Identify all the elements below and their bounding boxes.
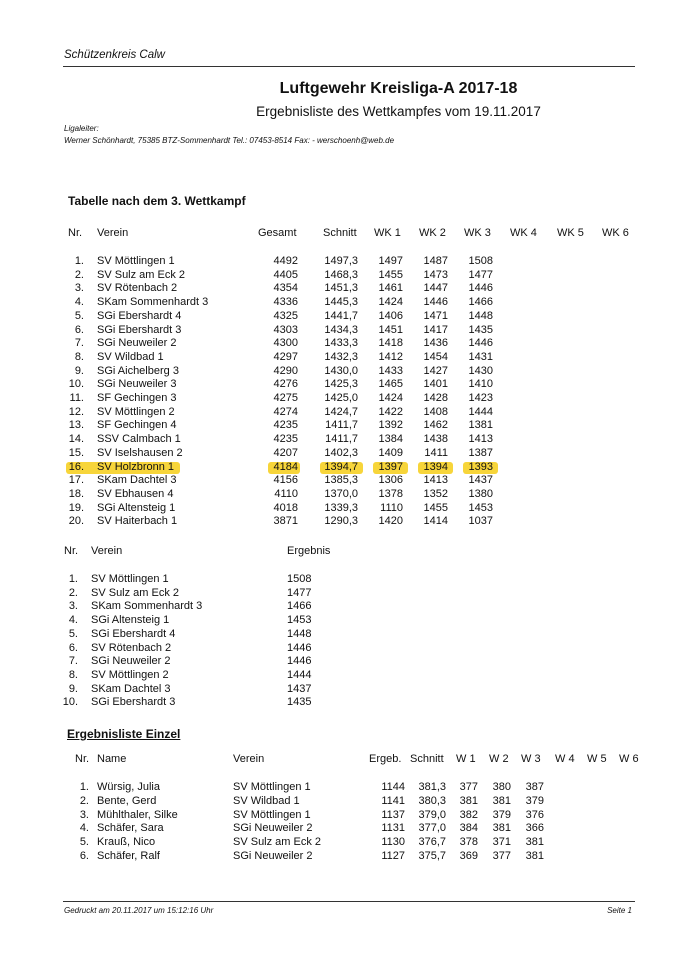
- table1-cell: 1448: [468, 309, 493, 322]
- table1-cell: 1424,7: [324, 405, 358, 418]
- table2-cell: SGi Altensteig 1: [91, 614, 170, 627]
- table1-cell: 4297: [273, 350, 298, 363]
- table2-cell: 1477: [287, 586, 312, 599]
- table1-cell: SV Iselshausen 2: [97, 446, 183, 459]
- table1-cell: 1471: [423, 309, 448, 322]
- table1-cell: 1409: [378, 446, 403, 459]
- table1-col-header: Gesamt: [258, 227, 297, 239]
- table1-cell: 1417: [423, 323, 448, 336]
- print-timestamp: Gedruckt am 20.11.2017 um 15:12:16 Uhr: [64, 906, 214, 915]
- table1-cell: 1401: [423, 378, 448, 391]
- table1-cell: 4405: [273, 268, 298, 281]
- table1-cell: 1425,3: [324, 378, 358, 391]
- table3-cell: 377: [459, 781, 478, 793]
- table2-cell: SV Sulz am Eck 2: [91, 586, 180, 599]
- table1-cell: 1411,7: [325, 433, 358, 446]
- table1-cell: 1461: [378, 282, 403, 295]
- table1-cell: 1451: [378, 323, 403, 336]
- table3-cell: 378: [459, 836, 478, 849]
- table2-cell: 10.: [62, 696, 78, 709]
- table1-cell: 1411,7: [325, 419, 358, 432]
- table2-cell: 1466: [287, 600, 312, 613]
- table1-title: Tabelle nach dem 3. Wettkampf: [68, 194, 246, 208]
- table1-col-header: Verein: [97, 227, 129, 239]
- table3-cell: SV Möttlingen 1: [233, 808, 311, 821]
- table2-cell: 1446: [287, 655, 312, 668]
- table1-col-header: WK 2: [419, 227, 446, 239]
- table3-header-row: [0, 753, 682, 767]
- table2-row: [0, 696, 682, 710]
- table1-cell: 4354: [273, 282, 298, 295]
- table1-cell: 16.: [68, 460, 84, 473]
- table1-cell: 1394,7: [324, 460, 358, 473]
- table1-cell: 4325: [273, 309, 298, 322]
- table1-cell: 10.: [68, 378, 84, 391]
- table1-cell: 1437: [468, 474, 493, 487]
- table1-cell: SV Wildbad 1: [97, 350, 164, 363]
- table1-cell: 1454: [423, 350, 448, 363]
- table1-cell: 1402,3: [324, 446, 358, 459]
- table1-cell: 1412: [378, 350, 403, 363]
- table1-col-header: WK 4: [510, 227, 537, 239]
- table3-cell: Krauß, Nico: [97, 836, 156, 849]
- table3-col-header: W 5: [587, 753, 607, 765]
- table1-cell: 1508: [468, 255, 493, 267]
- table1-cell: 1378: [378, 487, 403, 500]
- table3-col-header: Schnitt: [410, 753, 444, 765]
- table1-cell: 1447: [423, 282, 448, 295]
- table1-cell: 1394: [423, 460, 448, 473]
- table1-col-header: WK 1: [374, 227, 401, 239]
- table1-cell: 1441,7: [324, 309, 358, 322]
- table1-cell: 17.: [68, 474, 84, 487]
- table1-cell: 1453: [468, 501, 493, 514]
- table1-row: [0, 419, 682, 433]
- table1-cell: 4235: [273, 419, 298, 432]
- table3-cell: 377,0: [418, 822, 446, 835]
- table2-row: [0, 669, 682, 683]
- table3-cell: SV Möttlingen 1: [233, 781, 311, 793]
- table2-cell: 1435: [287, 696, 312, 709]
- table3-cell: Schäfer, Ralf: [97, 850, 160, 862]
- table2-row: [0, 587, 682, 601]
- table1-cell: SKam Dachtel 3: [97, 474, 177, 487]
- table1-row: [0, 282, 682, 296]
- table1-cell: SV Holzbronn 1: [97, 460, 175, 473]
- table1-cell: SGi Neuweiler 2: [97, 337, 177, 350]
- table1-cell: SGi Neuweiler 3: [97, 378, 177, 391]
- table3-cell: 375,7: [418, 850, 446, 862]
- table2-cell: SV Möttlingen 1: [91, 573, 169, 585]
- table3-cell: 382: [459, 808, 478, 821]
- table1-cell: 7.: [74, 337, 84, 350]
- table1-row: [0, 378, 682, 392]
- table1-row: [0, 351, 682, 365]
- table1-col-header: WK 6: [602, 227, 629, 239]
- table2-row: [0, 655, 682, 669]
- table1-row: [0, 310, 682, 324]
- table1-row: [0, 337, 682, 351]
- table3-col-header: W 6: [619, 753, 639, 765]
- table1-cell: 1425,0: [324, 392, 358, 404]
- table1-cell: 1385,3: [324, 474, 358, 487]
- table1-cell: 4276: [273, 378, 298, 391]
- table1-cell: 1393: [468, 460, 493, 473]
- table2-cell: 7.: [68, 655, 78, 668]
- table1-cell: 1465: [378, 378, 403, 391]
- table1-cell: 3871: [273, 515, 298, 528]
- table2-cell: 1444: [287, 668, 312, 681]
- table1-cell: 1370,0: [324, 487, 358, 500]
- table1-cell: 1438: [423, 433, 448, 446]
- table3-cell: 1141: [381, 794, 405, 807]
- table1-row: [0, 447, 682, 461]
- table3-cell: 1.: [79, 781, 89, 793]
- table1-cell: SGi Ebershardt 4: [97, 309, 182, 322]
- table1-row: [0, 365, 682, 379]
- table1-cell: 4303: [273, 323, 298, 336]
- table1-cell: 1433: [378, 364, 403, 377]
- table3-cell: 1130: [381, 836, 405, 849]
- table2-cell: 8.: [68, 668, 78, 681]
- table1-cell: 1427: [423, 364, 448, 377]
- table2-row: [0, 628, 682, 642]
- table2-col-header: Nr.: [64, 545, 79, 557]
- table1-cell: 14.: [68, 433, 84, 446]
- table1-cell: 1432,3: [324, 350, 358, 363]
- table1-cell: 6.: [74, 323, 84, 336]
- table3-cell: Mühlthaler, Silke: [97, 808, 178, 821]
- table3-cell: 377: [492, 850, 511, 862]
- table2-cell: SKam Sommenhardt 3: [91, 600, 203, 613]
- table1-cell: SV Sulz am Eck 2: [97, 268, 186, 281]
- table1-col-header: WK 5: [557, 227, 584, 239]
- table2-header-row: [0, 545, 682, 559]
- table3-cell: 384: [459, 822, 478, 835]
- table1-cell: 1037: [468, 515, 493, 528]
- table1-cell: 1473: [423, 268, 448, 281]
- table1-cell: 1446: [468, 282, 493, 295]
- table1-row: [0, 296, 682, 310]
- table3-cell: 376: [525, 808, 544, 821]
- table3-cell: 387: [525, 781, 544, 793]
- table2-cell: 1508: [287, 573, 312, 585]
- table1-cell: 1431: [468, 350, 493, 363]
- table1-cell: 1468,3: [324, 268, 358, 281]
- table3-col-header: W 1: [456, 753, 476, 765]
- table3-col-header: W 4: [555, 753, 575, 765]
- table1-cell: 4235: [273, 433, 298, 446]
- table1-cell: 1387: [468, 446, 493, 459]
- table1-row: [0, 474, 682, 488]
- table1-cell: SGi Ebershardt 3: [97, 323, 182, 336]
- table1-cell: 1392: [378, 419, 403, 432]
- table1-cell: 1497: [378, 255, 403, 267]
- table1-row: [0, 515, 682, 529]
- table1-cell: 1410: [468, 378, 493, 391]
- table1-cell: SF Gechingen 3: [97, 392, 177, 404]
- table2-cell: 1.: [68, 573, 78, 585]
- table1-cell: 1424: [378, 296, 403, 309]
- table2-cell: SV Rötenbach 2: [91, 641, 172, 654]
- table1-header-row: [0, 227, 682, 241]
- table1-cell: 1446: [423, 296, 448, 309]
- table1-cell: 1408: [423, 405, 448, 418]
- table1-cell: 2.: [74, 268, 84, 281]
- table1-cell: 4274: [273, 405, 298, 418]
- table1-cell: 1477: [468, 268, 493, 281]
- table3-cell: SV Wildbad 1: [233, 794, 300, 807]
- table1-cell: 4207: [273, 446, 298, 459]
- table1-cell: 1497,3: [324, 255, 358, 267]
- table3-col-header: Verein: [233, 753, 265, 765]
- table2-cell: 1448: [287, 627, 312, 640]
- table1-row: [0, 433, 682, 447]
- table1-cell: 4156: [273, 474, 298, 487]
- table1-cell: 5.: [74, 309, 84, 322]
- table3-cell: 379,0: [418, 808, 446, 821]
- table1-cell: 1397: [378, 460, 403, 473]
- table3-col-header: Ergeb.: [369, 753, 402, 765]
- table1-cell: 1445,3: [324, 296, 358, 309]
- table3-cell: SV Sulz am Eck 2: [233, 836, 322, 849]
- table1-cell: 1290,3: [324, 515, 358, 528]
- table1-cell: 1433,3: [324, 337, 358, 350]
- table3-cell: 371: [492, 836, 511, 849]
- table1-cell: 1411: [424, 446, 448, 459]
- table1-cell: 4018: [273, 501, 298, 514]
- table3-cell: Bente, Gerd: [97, 794, 157, 807]
- table3-cell: 6.: [79, 850, 89, 862]
- table3-row: [0, 822, 682, 836]
- table1-row: [0, 461, 682, 475]
- table2-row: [0, 573, 682, 587]
- table1-cell: 1406: [378, 309, 403, 322]
- table1-cell: 1380: [468, 487, 493, 500]
- page-subtitle: Ergebnisliste des Wettkampfes vom 19.11.2017: [256, 104, 541, 119]
- table3-cell: 1144: [381, 781, 405, 793]
- table1-cell: 1418: [378, 337, 403, 350]
- table1-cell: 4184: [273, 460, 298, 473]
- table3-title: Ergebnisliste Einzel: [67, 727, 181, 741]
- table1-cell: 1430,0: [324, 364, 358, 377]
- table1-cell: 1430: [468, 364, 493, 377]
- table2-cell: 1453: [287, 614, 312, 627]
- table1-cell: 19.: [68, 501, 84, 514]
- table2-cell: 1437: [287, 682, 312, 695]
- table3-cell: 4.: [79, 822, 89, 835]
- table2-cell: 1446: [287, 641, 312, 654]
- table1-cell: 4275: [273, 392, 298, 404]
- table3-col-header: Nr.: [75, 753, 90, 765]
- table3-cell: 1137: [381, 808, 405, 821]
- header-divider: [63, 66, 635, 67]
- table1-cell: 18.: [68, 487, 84, 500]
- table3-cell: 376,7: [418, 836, 446, 849]
- table1-row: [0, 269, 682, 283]
- table1-row: [0, 488, 682, 502]
- table1-cell: 1428: [423, 392, 448, 404]
- table3-cell: 381: [492, 822, 511, 835]
- table1-cell: 1455: [423, 501, 448, 514]
- table1-cell: 1110: [380, 501, 403, 514]
- table1-col-header: Schnitt: [323, 227, 357, 239]
- table3-cell: 381: [459, 794, 478, 807]
- table2-row: [0, 614, 682, 628]
- table1-cell: 9.: [74, 364, 84, 377]
- table1-cell: 1446: [468, 337, 493, 350]
- table1-cell: 12.: [68, 405, 84, 418]
- table3-col-header: Name: [97, 753, 127, 765]
- page-title: Luftgewehr Kreisliga-A 2017-18: [279, 80, 518, 97]
- table1-cell: 4.: [74, 296, 84, 309]
- table1-cell: SF Gechingen 4: [97, 419, 177, 432]
- table2-cell: SKam Dachtel 3: [91, 682, 171, 695]
- table1-cell: 1422: [378, 405, 403, 418]
- table1-col-header: WK 3: [464, 227, 491, 239]
- table1-cell: 1306: [378, 474, 403, 487]
- table2-cell: 4.: [68, 614, 78, 627]
- table2-cell: SGi Ebershardt 3: [91, 696, 176, 709]
- table2-cell: 6.: [68, 641, 78, 654]
- table3-cell: 3.: [79, 808, 89, 821]
- table2-cell: SV Möttlingen 2: [91, 668, 169, 681]
- table1-cell: 1413: [468, 433, 493, 446]
- table1-cell: 1414: [423, 515, 448, 528]
- table3-cell: 366: [525, 822, 544, 835]
- table3-cell: 5.: [79, 836, 89, 849]
- table1-cell: SV Möttlingen 1: [97, 255, 175, 267]
- table2-cell: SGi Neuweiler 2: [91, 655, 171, 668]
- table3-cell: 381: [492, 794, 511, 807]
- table1-cell: 1413: [423, 474, 448, 487]
- table1-cell: 1487: [423, 255, 448, 267]
- table2-cell: SGi Ebershardt 4: [91, 627, 176, 640]
- table1-cell: 1381: [468, 419, 493, 432]
- table3-cell: Schäfer, Sara: [97, 822, 164, 835]
- table3-row: [0, 850, 682, 864]
- table1-cell: SGi Altensteig 1: [97, 501, 176, 514]
- table1-cell: 1466: [468, 296, 493, 309]
- table1-col-header: Nr.: [68, 227, 83, 239]
- table3-cell: 379: [492, 808, 511, 821]
- table1-cell: SKam Sommenhardt 3: [97, 296, 209, 309]
- table2-row: [0, 642, 682, 656]
- table1-cell: 13.: [68, 419, 84, 432]
- table1-cell: 1451,3: [324, 282, 358, 295]
- table1-cell: SSV Calmbach 1: [97, 433, 181, 446]
- table1-cell: 1434,3: [324, 323, 358, 336]
- table1-cell: 1462: [423, 419, 448, 432]
- table1-cell: 1.: [74, 255, 84, 267]
- table3-cell: 1127: [381, 850, 405, 862]
- table1-cell: 1444: [468, 405, 493, 418]
- table1-cell: SV Ebhausen 4: [97, 487, 174, 500]
- table2-cell: 5.: [68, 627, 78, 640]
- table3-cell: 1131: [381, 822, 405, 835]
- table1-cell: 1384: [378, 433, 403, 446]
- table1-row: [0, 406, 682, 420]
- table2-cell: 3.: [68, 600, 78, 613]
- table1-row: [0, 255, 682, 269]
- table2-row: [0, 600, 682, 614]
- table2-cell: 9.: [68, 682, 78, 695]
- table3-row: [0, 795, 682, 809]
- table1-cell: 1435: [468, 323, 493, 336]
- table3-cell: 379: [525, 794, 544, 807]
- table3-cell: 381: [525, 836, 544, 849]
- table1-cell: 1455: [378, 268, 403, 281]
- table1-row: [0, 502, 682, 516]
- table3-row: [0, 781, 682, 795]
- table3-row: [0, 809, 682, 823]
- table1-cell: 3.: [74, 282, 84, 295]
- footer-divider: [63, 901, 635, 902]
- table1-cell: 1424: [378, 392, 403, 404]
- table1-cell: 1352: [423, 487, 448, 500]
- table3-cell: Würsig, Julia: [97, 781, 160, 793]
- table1-cell: SV Haiterbach 1: [97, 515, 178, 528]
- table1-cell: 4290: [273, 364, 298, 377]
- table1-cell: 4110: [274, 487, 298, 500]
- table1-cell: SV Möttlingen 2: [97, 405, 175, 418]
- table3-cell: 2.: [79, 794, 89, 807]
- table1-cell: 4336: [273, 296, 298, 309]
- table1-cell: 1436: [423, 337, 448, 350]
- table1-row: [0, 324, 682, 338]
- table1-cell: 8.: [74, 350, 84, 363]
- table2-cell: 2.: [68, 586, 78, 599]
- table2-col-header: Ergebnis: [287, 545, 331, 557]
- table1-row: [0, 392, 682, 406]
- table1-cell: 1339,3: [324, 501, 358, 514]
- leader-info: Werner Schönhardt, 75385 BTZ-Sommenhardt Tel.: 07453-8514 Fax: - werschoenh@web.de: [64, 136, 395, 145]
- table3-cell: 380,3: [418, 794, 446, 807]
- table3-cell: 381,3: [418, 781, 446, 793]
- organization-name: Schützenkreis Calw: [64, 49, 165, 61]
- table1-cell: SGi Aichelberg 3: [97, 364, 179, 377]
- table3-cell: 381: [525, 850, 544, 862]
- table2-col-header: Verein: [91, 545, 123, 557]
- page-number: Seite 1: [607, 906, 632, 915]
- table3-row: [0, 836, 682, 850]
- table3-cell: SGi Neuweiler 2: [233, 822, 313, 835]
- table3-col-header: W 2: [489, 753, 509, 765]
- table3-cell: 380: [492, 781, 511, 793]
- table1-cell: 4300: [273, 337, 298, 350]
- table2-row: [0, 683, 682, 697]
- table1-cell: 11.: [69, 392, 84, 404]
- table1-cell: 1420: [378, 515, 403, 528]
- leader-label: Ligaleiter:: [64, 124, 99, 133]
- table1-cell: 20.: [68, 515, 84, 528]
- table3-cell: 369: [459, 850, 478, 862]
- table3-col-header: W 3: [521, 753, 541, 765]
- table1-cell: 1423: [468, 392, 493, 404]
- table1-cell: 4492: [273, 255, 298, 267]
- table1-cell: 15.: [68, 446, 84, 459]
- table1-cell: SV Rötenbach 2: [97, 282, 178, 295]
- table3-cell: SGi Neuweiler 2: [233, 850, 313, 862]
